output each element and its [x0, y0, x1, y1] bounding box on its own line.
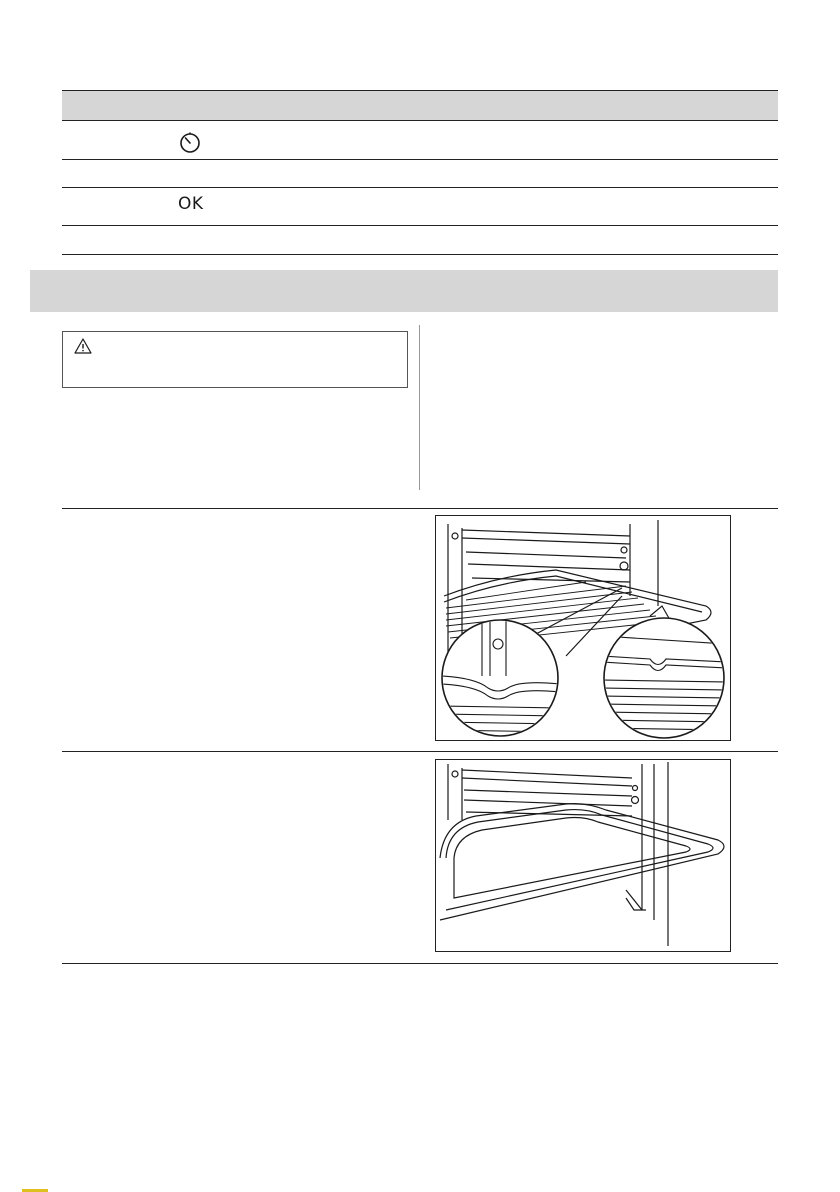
- ok-icon: [178, 190, 222, 218]
- warning-box: [62, 331, 408, 388]
- column-divider: [419, 325, 420, 490]
- table-header: [62, 90, 778, 121]
- step-divider: [62, 508, 778, 509]
- table-row-divider: [62, 187, 778, 188]
- timer-icon: [178, 128, 222, 156]
- ok-label: OK: [178, 194, 204, 214]
- section-header-bar: [30, 270, 778, 312]
- table-row-divider: [62, 159, 778, 160]
- table-row-divider: [62, 225, 778, 226]
- wire-shelf-illustration: [435, 515, 731, 741]
- step-divider: [62, 963, 778, 964]
- step-divider: [62, 751, 778, 752]
- table-row-divider: [62, 254, 778, 255]
- warning-triangle-icon: [74, 338, 92, 354]
- baking-tray-illustration: [435, 759, 731, 952]
